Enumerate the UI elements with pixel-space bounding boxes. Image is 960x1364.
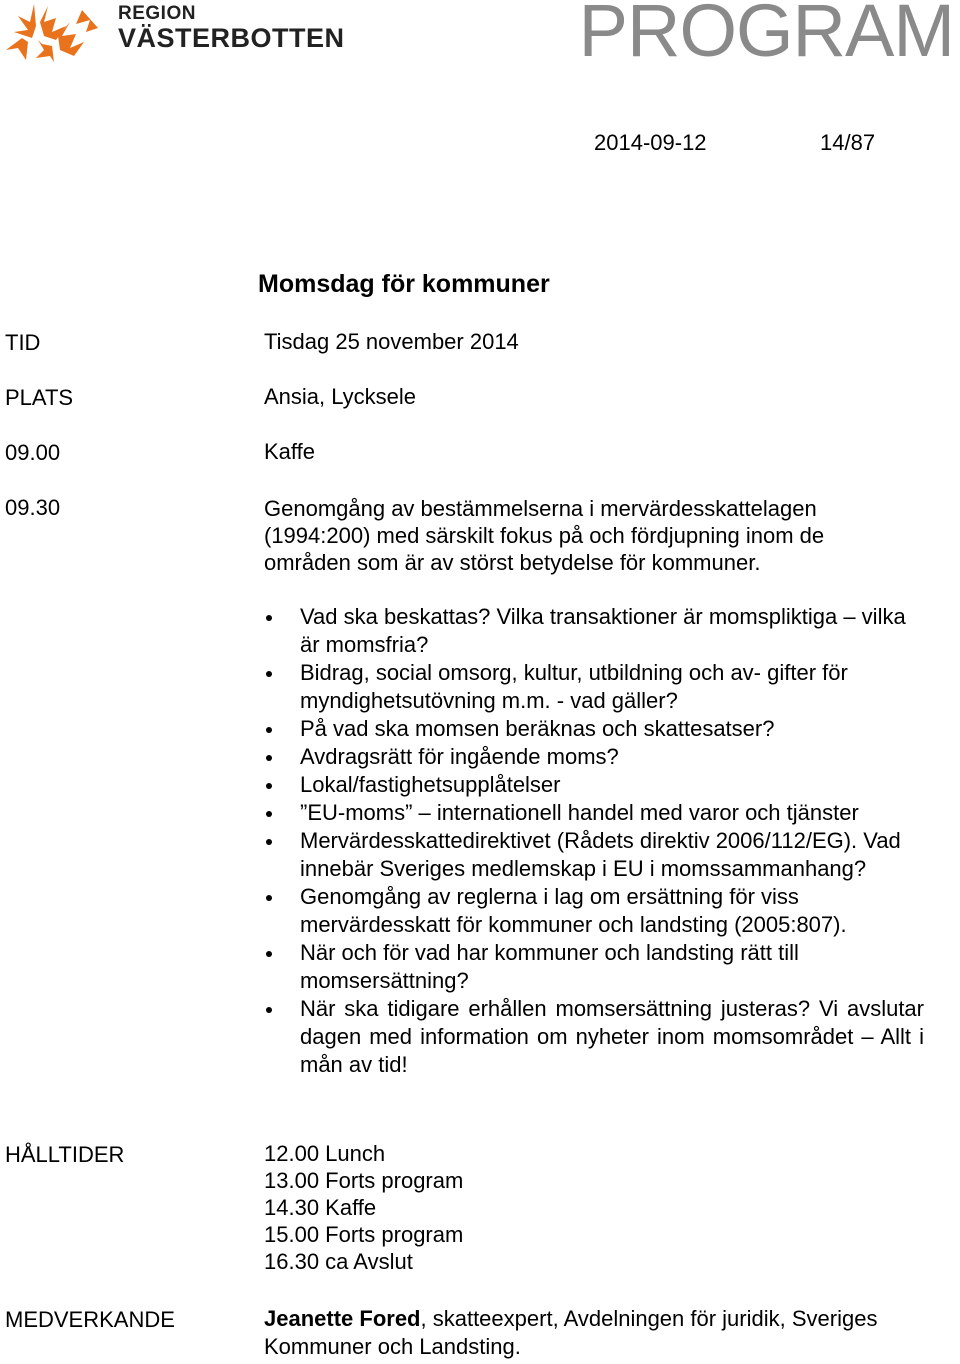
topic-item: Avdragsrätt för ingående moms? — [264, 743, 924, 771]
logo-region-text: REGION — [118, 3, 196, 24]
topic-item: På vad ska momsen beräknas och skattesatser? — [264, 715, 924, 743]
plats-value: Ansia, Lycksele — [264, 384, 417, 409]
halltider-list — [264, 1140, 463, 1275]
halltider-item: 15.00 Forts program — [264, 1222, 464, 1247]
document-reference: 14/87 — [820, 130, 876, 155]
tid-value: Tisdag 25 november 2014 — [264, 329, 519, 354]
medverkande-label: MEDVERKANDE — [5, 1307, 175, 1332]
program-heading: PROGRAM — [578, 0, 954, 72]
topic-item: ”EU-moms” – internationell handel med varor och tjänster — [264, 799, 924, 827]
speaker-details: , skatteexpert, Avdelningen för juridik, Sveriges Kommuner och Landsting. — [264, 1306, 878, 1359]
session-time: 09.30 — [5, 495, 61, 520]
page-title: Momsdag för kommuner — [258, 270, 550, 298]
logo-wordmark — [118, 4, 345, 52]
topic-list — [264, 603, 924, 1079]
session-description: Genomgång av bestämmelserna i mervärdesskattelagen (1994:200) med särskilt fokus på och fördjupning inom de områden som är av störst betydelse för kommuner. — [264, 496, 825, 575]
topic-item: Mervärdesskattedirektivet (Rådets direktiv 2006/112/EG). Vad innebär Sveriges medlemskap i EU i momssammanhang? — [264, 827, 924, 883]
topic-item: Genomgång av reglerna i lag om ersättning för viss mervärdesskatt för kommuner och landsting (2005:807). — [264, 883, 924, 939]
kaffe-text: Kaffe — [264, 439, 315, 464]
topic-item: Lokal/fastighetsupplåtelser — [264, 771, 924, 799]
plats-label: PLATS — [5, 385, 74, 410]
kaffe-time: 09.00 — [5, 440, 61, 465]
document-date: 2014-09-12 — [594, 130, 707, 155]
halltider-item: 14.30 Kaffe — [264, 1195, 377, 1220]
topic-item: Bidrag, social omsorg, kultur, utbildning och av- gifter för myndighetsutövning m.m. - vad gäller? — [264, 659, 924, 715]
halltider-label: HÅLLTIDER — [5, 1142, 125, 1167]
topic-item: Vad ska beskattas? Vilka transaktioner är momspliktiga – vilka är momsfria? — [264, 603, 924, 659]
star-logo-icon — [0, 0, 110, 62]
topic-item: När ska tidigare erhållen momsersättning justeras? Vi avslutar dagen med information om nyheter inom momsområdet – Allt i mån av tid! — [264, 995, 924, 1079]
topic-item: När och för vad har kommuner och landsting rätt till momsersättning? — [264, 939, 924, 995]
halltider-item: 13.00 Forts program — [264, 1168, 464, 1193]
region-vasterbotten-logo — [0, 0, 345, 62]
halltider-item: 12.00 Lunch — [264, 1141, 386, 1166]
medverkande-details — [264, 1305, 944, 1361]
speaker-name: Jeanette Fored — [264, 1306, 421, 1331]
halltider-item: 16.30 ca Avslut — [264, 1249, 413, 1274]
logo-name-text: VÄSTERBOTTEN — [118, 23, 345, 53]
tid-label: TID — [5, 330, 41, 355]
